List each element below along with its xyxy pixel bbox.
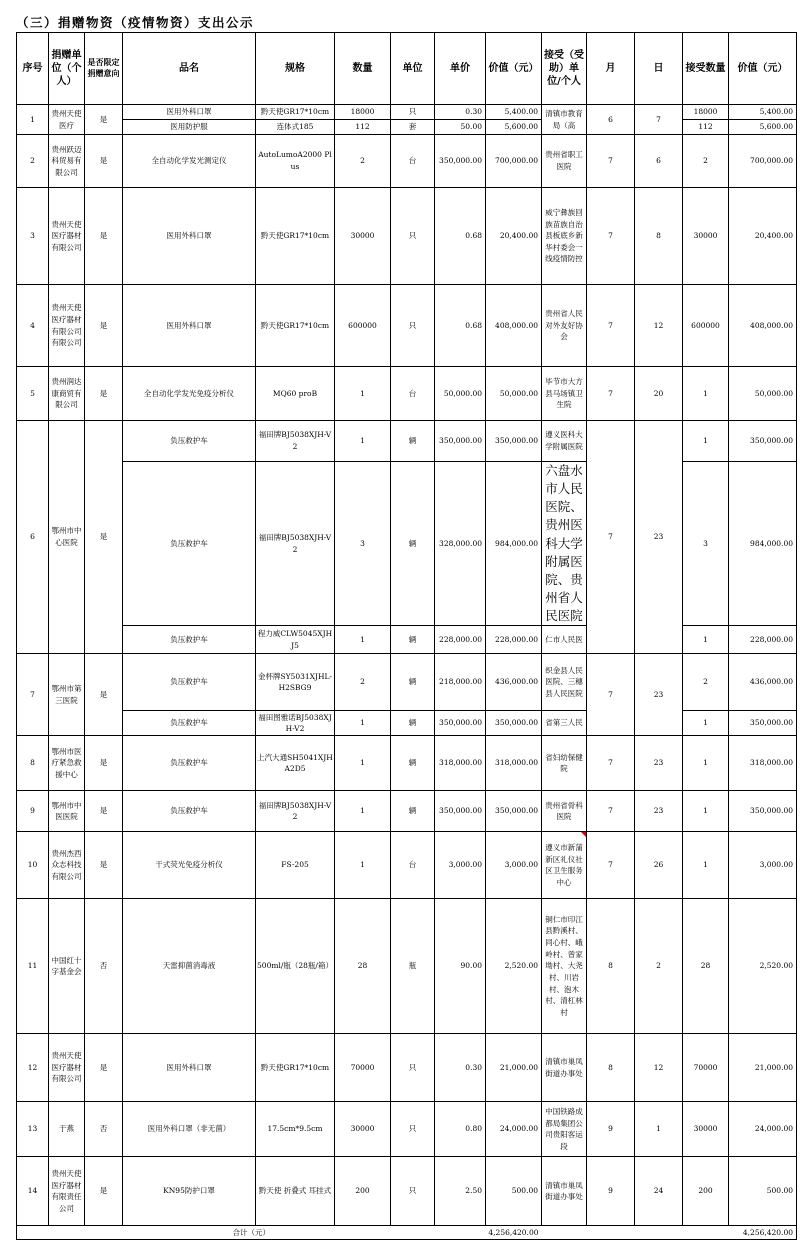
recv-value-cell: 24,000.00: [729, 1102, 797, 1157]
qty-cell: 2: [335, 135, 391, 188]
item-cell: 天雷抑菌消毒液: [123, 899, 256, 1034]
header-unit: 单位: [391, 33, 435, 105]
recv-value-cell: 408,000.00: [729, 285, 797, 367]
recv-qty-cell: 1: [683, 736, 729, 791]
recv-qty-cell: 1: [683, 711, 729, 736]
table-row: [17, 1102, 797, 1157]
restricted-cell: 是: [85, 285, 123, 367]
recv-value-cell: 350,000.00: [729, 711, 797, 736]
recv-value-cell: 436,000.00: [729, 654, 797, 711]
price-cell: 3,000.00: [435, 832, 486, 899]
header-recv-value: 价值（元）: [729, 33, 797, 105]
day-cell: 6: [635, 135, 683, 188]
restricted-cell: 是: [85, 1034, 123, 1102]
spec-cell: 福田图雅诺BJ5038XJH-V2: [256, 711, 335, 736]
recv-qty-cell: 2: [683, 135, 729, 188]
restricted-cell: 是: [85, 105, 123, 135]
total-row: [17, 1226, 797, 1240]
value-cell: 350,000.00: [486, 421, 542, 462]
unit-cell: 辆: [391, 711, 435, 736]
table-row: [17, 367, 797, 421]
table-row: [17, 899, 797, 1034]
recipient-cell: 贵州省职工医院: [542, 135, 587, 188]
day-cell: 20: [635, 367, 683, 421]
recv-value-cell: 228,000.00: [729, 626, 797, 654]
seq-cell: 2: [17, 135, 49, 188]
spec-cell: 福田牌BJ5038XJH-V2: [256, 421, 335, 462]
recipient-cell: 中国铁路成都局集团公司贵阳客运段: [542, 1102, 587, 1157]
price-cell: 218,000.00: [435, 654, 486, 711]
price-cell: 2.50: [435, 1157, 486, 1226]
spec-cell: 连体式185: [256, 120, 335, 135]
spec-cell: 黔天使GR17*10cm: [256, 1034, 335, 1102]
month-cell: 9: [587, 1157, 635, 1226]
price-cell: 350,000.00: [435, 711, 486, 736]
recv-value-cell: 700,000.00: [729, 135, 797, 188]
qty-cell: 1: [335, 421, 391, 462]
item-cell: 负压救护车: [123, 462, 256, 626]
day-cell: 7: [635, 105, 683, 135]
donation-table: [16, 32, 797, 1240]
month-cell: 8: [587, 899, 635, 1034]
month-cell: 7: [587, 736, 635, 791]
seq-cell: 11: [17, 899, 49, 1034]
month-cell: 8: [587, 1034, 635, 1102]
recv-value-cell: 5,400.00: [729, 105, 797, 120]
item-cell: 负压救护车: [123, 421, 256, 462]
restricted-cell: 否: [85, 899, 123, 1034]
item-cell: 医用外科口罩: [123, 105, 256, 120]
header-recipient: 接受（受助）单位/个人: [542, 33, 587, 105]
header-qty: 数量: [335, 33, 391, 105]
recv-qty-cell: 28: [683, 899, 729, 1034]
day-cell: 8: [635, 188, 683, 285]
spec-cell: 金杯牌SY5031XJHL-H2SBG9: [256, 654, 335, 711]
item-cell: 全自动化学发光免疫分析仪: [123, 367, 256, 421]
seq-cell: 4: [17, 285, 49, 367]
value-cell: 318,000.00: [486, 736, 542, 791]
qty-cell: 1: [335, 791, 391, 832]
item-cell: 医用外科口罩: [123, 188, 256, 285]
donor-cell: 贵州天使医疗: [49, 105, 85, 135]
restricted-cell: 是: [85, 421, 123, 654]
day-cell: 23: [635, 736, 683, 791]
day-cell: 26: [635, 832, 683, 899]
item-cell: 医用外科口罩: [123, 1034, 256, 1102]
price-cell: 350,000.00: [435, 421, 486, 462]
header-seq: 序号: [17, 33, 49, 105]
spec-cell: 福田牌BJ5038XJH-V2: [256, 462, 335, 626]
value-cell: 408,000.00: [486, 285, 542, 367]
restricted-cell: 是: [85, 736, 123, 791]
price-cell: 328,000.00: [435, 462, 486, 626]
recv-value-cell: 984,000.00: [729, 462, 797, 626]
value-cell: 350,000.00: [486, 711, 542, 736]
qty-cell: 70000: [335, 1034, 391, 1102]
recv-value-cell: 21,000.00: [729, 1034, 797, 1102]
unit-cell: 辆: [391, 626, 435, 654]
recv-qty-cell: 112: [683, 120, 729, 135]
table-row: [17, 736, 797, 791]
qty-cell: 3: [335, 462, 391, 626]
seq-cell: 7: [17, 654, 49, 736]
page-title: （三）捐赠物资（疫情物资）支出公示: [16, 15, 255, 30]
qty-cell: 600000: [335, 285, 391, 367]
qty-cell: 30000: [335, 1102, 391, 1157]
table-row: [17, 1157, 797, 1226]
restricted-cell: 是: [85, 367, 123, 421]
item-cell: 负压救护车: [123, 711, 256, 736]
recv-value-cell: 318,000.00: [729, 736, 797, 791]
donor-cell: 贵州天使医疗器材有限责任公司: [49, 1157, 85, 1226]
qty-cell: 1: [335, 626, 391, 654]
header-donor: 捐赠单位（个人）: [49, 33, 85, 105]
unit-cell: 只: [391, 188, 435, 285]
table-row: [17, 421, 797, 462]
price-cell: 318,000.00: [435, 736, 486, 791]
donor-cell: 贵州跃迈科贸易有限公司: [49, 135, 85, 188]
table-row: [17, 791, 797, 832]
recv-qty-cell: 70000: [683, 1034, 729, 1102]
unit-cell: 台: [391, 832, 435, 899]
recv-qty-cell: 3: [683, 462, 729, 626]
spec-cell: MQ60 proB: [256, 367, 335, 421]
unit-cell: 只: [391, 1034, 435, 1102]
recipient-cell: 省妇幼保健院: [542, 736, 587, 791]
day-cell: 12: [635, 285, 683, 367]
day-cell: 12: [635, 1034, 683, 1102]
recv-value-cell: 3,000.00: [729, 832, 797, 899]
qty-cell: 112: [335, 120, 391, 135]
recipient-cell: 仁市人民医: [542, 626, 587, 654]
total-label: 合计（元）: [17, 1226, 486, 1240]
unit-cell: 辆: [391, 462, 435, 626]
header-item: 品名: [123, 33, 256, 105]
donor-cell: 中国红十字基金会: [49, 899, 85, 1034]
spec-cell: 500ml/瓶（28瓶/箱）: [256, 899, 335, 1034]
qty-cell: 30000: [335, 188, 391, 285]
value-cell: 436,000.00: [486, 654, 542, 711]
item-cell: 医用防护服: [123, 120, 256, 135]
day-cell: 23: [635, 421, 683, 654]
qty-cell: 2: [335, 654, 391, 711]
unit-cell: 台: [391, 367, 435, 421]
spec-cell: 福田牌BJ5038XJH-V2: [256, 791, 335, 832]
seq-cell: 5: [17, 367, 49, 421]
recipient-cell: 省第三人民: [542, 711, 587, 736]
item-cell: 负压救护车: [123, 736, 256, 791]
restricted-cell: 否: [85, 1102, 123, 1157]
day-cell: 1: [635, 1102, 683, 1157]
month-cell: 6: [587, 105, 635, 135]
recv-qty-cell: 1: [683, 626, 729, 654]
value-cell: 5,600.00: [486, 120, 542, 135]
price-cell: 50.00: [435, 120, 486, 135]
value-cell: 24,000.00: [486, 1102, 542, 1157]
month-cell: 7: [587, 135, 635, 188]
month-cell: 7: [587, 832, 635, 899]
price-cell: 350,000.00: [435, 135, 486, 188]
seq-cell: 9: [17, 791, 49, 832]
seq-cell: 6: [17, 421, 49, 654]
donor-cell: 鄂州市中医医院: [49, 791, 85, 832]
item-cell: 干式荧光免疫分析仪: [123, 832, 256, 899]
recv-qty-cell: 1: [683, 791, 729, 832]
restricted-cell: 是: [85, 832, 123, 899]
spec-cell: 黔天使 折叠式 耳挂式: [256, 1157, 335, 1226]
recv-qty-cell: 1: [683, 367, 729, 421]
donor-cell: 鄂州市中心医院: [49, 421, 85, 654]
restricted-cell: 是: [85, 791, 123, 832]
recipient-cell: 遵义医科大学附属医院: [542, 421, 587, 462]
price-cell: 50,000.00: [435, 367, 486, 421]
spec-cell: AutoLumoA2000 Plus: [256, 135, 335, 188]
recv-value-cell: 350,000.00: [729, 421, 797, 462]
restricted-cell: 是: [85, 135, 123, 188]
table-row: [17, 285, 797, 367]
recipient-cell: 铜仁市印江县黔溪村、同心村、峨岭村、曾家坳村、大尧村、川岩村、泡木村、清杠林村: [542, 899, 587, 1034]
table-row: [17, 188, 797, 285]
qty-cell: 1: [335, 736, 391, 791]
price-cell: 0.68: [435, 188, 486, 285]
month-cell: 7: [587, 654, 635, 736]
table-row: [17, 1034, 797, 1102]
price-cell: 0.68: [435, 285, 486, 367]
spec-cell: FS-205: [256, 832, 335, 899]
recipient-cell: 清镇市巢凤街道办事处: [542, 1157, 587, 1226]
item-cell: 负压救护车: [123, 626, 256, 654]
item-cell: 全自动化学发光测定仪: [123, 135, 256, 188]
month-cell: 7: [587, 791, 635, 832]
recv-qty-cell: 1: [683, 421, 729, 462]
seq-cell: 14: [17, 1157, 49, 1226]
recv-value-cell: 350,000.00: [729, 791, 797, 832]
spec-cell: 黔天使GR17*10cm: [256, 188, 335, 285]
value-cell: 984,000.00: [486, 462, 542, 626]
recipient-cell: 织金县人民医院、三穗县人民医院: [542, 654, 587, 711]
price-cell: 228,000.00: [435, 626, 486, 654]
unit-cell: 套: [391, 120, 435, 135]
restricted-cell: 是: [85, 654, 123, 736]
spec-cell: 上汽大通SH5041XJHA2D5: [256, 736, 335, 791]
price-cell: 0.30: [435, 105, 486, 120]
seq-cell: 3: [17, 188, 49, 285]
value-cell: 3,000.00: [486, 832, 542, 899]
recipient-cell: 清镇市教育局（高: [542, 105, 587, 135]
recv-value-cell: 50,000.00: [729, 367, 797, 421]
recv-value-cell: 5,600.00: [729, 120, 797, 135]
day-cell: 24: [635, 1157, 683, 1226]
donor-cell: 鄂州市医疗紧急救援中心: [49, 736, 85, 791]
total-recv-value: 4,256,420.00: [729, 1226, 797, 1240]
recv-qty-cell: 600000: [683, 285, 729, 367]
donor-cell: 贵州润达康商贸有限公司: [49, 367, 85, 421]
donor-cell: 贵州天使医疗器材有限公司: [49, 188, 85, 285]
recv-value-cell: 500.00: [729, 1157, 797, 1226]
table-row: [17, 135, 797, 188]
donor-cell: 贵州杰西众志科技有限公司: [49, 832, 85, 899]
recipient-cell: 贵州省骨科医院: [542, 791, 587, 832]
day-cell: 23: [635, 791, 683, 832]
recipient-cell: 威宁彝族回族苗族自治县板底乡新华村委会一线疫情防控: [542, 188, 587, 285]
day-cell: 23: [635, 654, 683, 736]
qty-cell: 1: [335, 832, 391, 899]
table-row: [17, 654, 797, 711]
recipient-cell: 六盘水市人民医院、贵州医科大学附属医院、贵州省人民医院: [542, 462, 587, 626]
donor-cell: 贵州天使医疗器材有限公司: [49, 1034, 85, 1102]
seq-cell: 13: [17, 1102, 49, 1157]
table-row: [17, 105, 797, 120]
unit-cell: 只: [391, 1157, 435, 1226]
price-cell: 0.30: [435, 1034, 486, 1102]
recipient-cell: 毕节市大方县马场镇卫生院: [542, 367, 587, 421]
donor-cell: 鄂州市第三医院: [49, 654, 85, 736]
value-cell: 20,400.00: [486, 188, 542, 285]
seq-cell: 8: [17, 736, 49, 791]
restricted-cell: 是: [85, 1157, 123, 1226]
spec-cell: 黔天使GR17*10cm: [256, 285, 335, 367]
seq-cell: 1: [17, 105, 49, 135]
month-cell: 7: [587, 421, 635, 654]
unit-cell: 台: [391, 135, 435, 188]
qty-cell: 200: [335, 1157, 391, 1226]
header-row: [17, 33, 797, 105]
price-cell: 0.80: [435, 1102, 486, 1157]
header-month: 月: [587, 33, 635, 105]
seq-cell: 10: [17, 832, 49, 899]
item-cell: 负压救护车: [123, 654, 256, 711]
qty-cell: 28: [335, 899, 391, 1034]
header-price: 单价: [435, 33, 486, 105]
month-cell: 7: [587, 285, 635, 367]
header-restricted: 是否限定捐赠意向: [85, 33, 123, 105]
qty-cell: 18000: [335, 105, 391, 120]
header-recv-qty: 接受数量: [683, 33, 729, 105]
recv-qty-cell: 1: [683, 832, 729, 899]
recipient-cell: 贵州省人民对外友好协会: [542, 285, 587, 367]
item-cell: 医用外科口罩: [123, 285, 256, 367]
price-cell: 350,000.00: [435, 791, 486, 832]
value-cell: 350,000.00: [486, 791, 542, 832]
value-cell: 2,520.00: [486, 899, 542, 1034]
unit-cell: 只: [391, 105, 435, 120]
value-cell: 21,000.00: [486, 1034, 542, 1102]
qty-cell: 1: [335, 367, 391, 421]
month-cell: 7: [587, 367, 635, 421]
item-cell: KN95防护口罩: [123, 1157, 256, 1226]
total-value: 4,256,420.00: [486, 1226, 542, 1240]
qty-cell: 1: [335, 711, 391, 736]
price-cell: 90.00: [435, 899, 486, 1034]
unit-cell: 辆: [391, 654, 435, 711]
recv-qty-cell: 30000: [683, 1102, 729, 1157]
recv-qty-cell: 30000: [683, 188, 729, 285]
month-cell: 7: [587, 188, 635, 285]
unit-cell: 瓶: [391, 899, 435, 1034]
donor-cell: 于燕: [49, 1102, 85, 1157]
recv-qty-cell: 200: [683, 1157, 729, 1226]
recipient-cell: 遵义市新蒲新区礼仪社区卫生服务中心: [542, 832, 587, 899]
item-cell: 医用外科口罩（非无菌）: [123, 1102, 256, 1157]
donor-cell: 贵州天使医疗器材有限公司有限公司: [49, 285, 85, 367]
seq-cell: 12: [17, 1034, 49, 1102]
item-cell: 负压救护车: [123, 791, 256, 832]
value-cell: 5,400.00: [486, 105, 542, 120]
unit-cell: 只: [391, 285, 435, 367]
value-cell: 500.00: [486, 1157, 542, 1226]
unit-cell: 辆: [391, 791, 435, 832]
restricted-cell: 是: [85, 188, 123, 285]
table-row: [17, 832, 797, 899]
unit-cell: 辆: [391, 421, 435, 462]
header-day: 日: [635, 33, 683, 105]
recv-value-cell: 20,400.00: [729, 188, 797, 285]
recv-qty-cell: 2: [683, 654, 729, 711]
recv-qty-cell: 18000: [683, 105, 729, 120]
spec-cell: 程力威CLW5045XJHJ5: [256, 626, 335, 654]
value-cell: 50,000.00: [486, 367, 542, 421]
recipient-cell: 清镇市巢凤街道办事处: [542, 1034, 587, 1102]
value-cell: 228,000.00: [486, 626, 542, 654]
recv-value-cell: 2,520.00: [729, 899, 797, 1034]
spec-cell: 17.5cm*9.5cm: [256, 1102, 335, 1157]
total-spacer: [542, 1226, 729, 1240]
unit-cell: 辆: [391, 736, 435, 791]
value-cell: 700,000.00: [486, 135, 542, 188]
month-cell: 9: [587, 1102, 635, 1157]
day-cell: 2: [635, 899, 683, 1034]
spec-cell: 黔天使GR17*10cm: [256, 105, 335, 120]
unit-cell: 只: [391, 1102, 435, 1157]
header-spec: 规格: [256, 33, 335, 105]
header-value: 价值（元）: [486, 33, 542, 105]
